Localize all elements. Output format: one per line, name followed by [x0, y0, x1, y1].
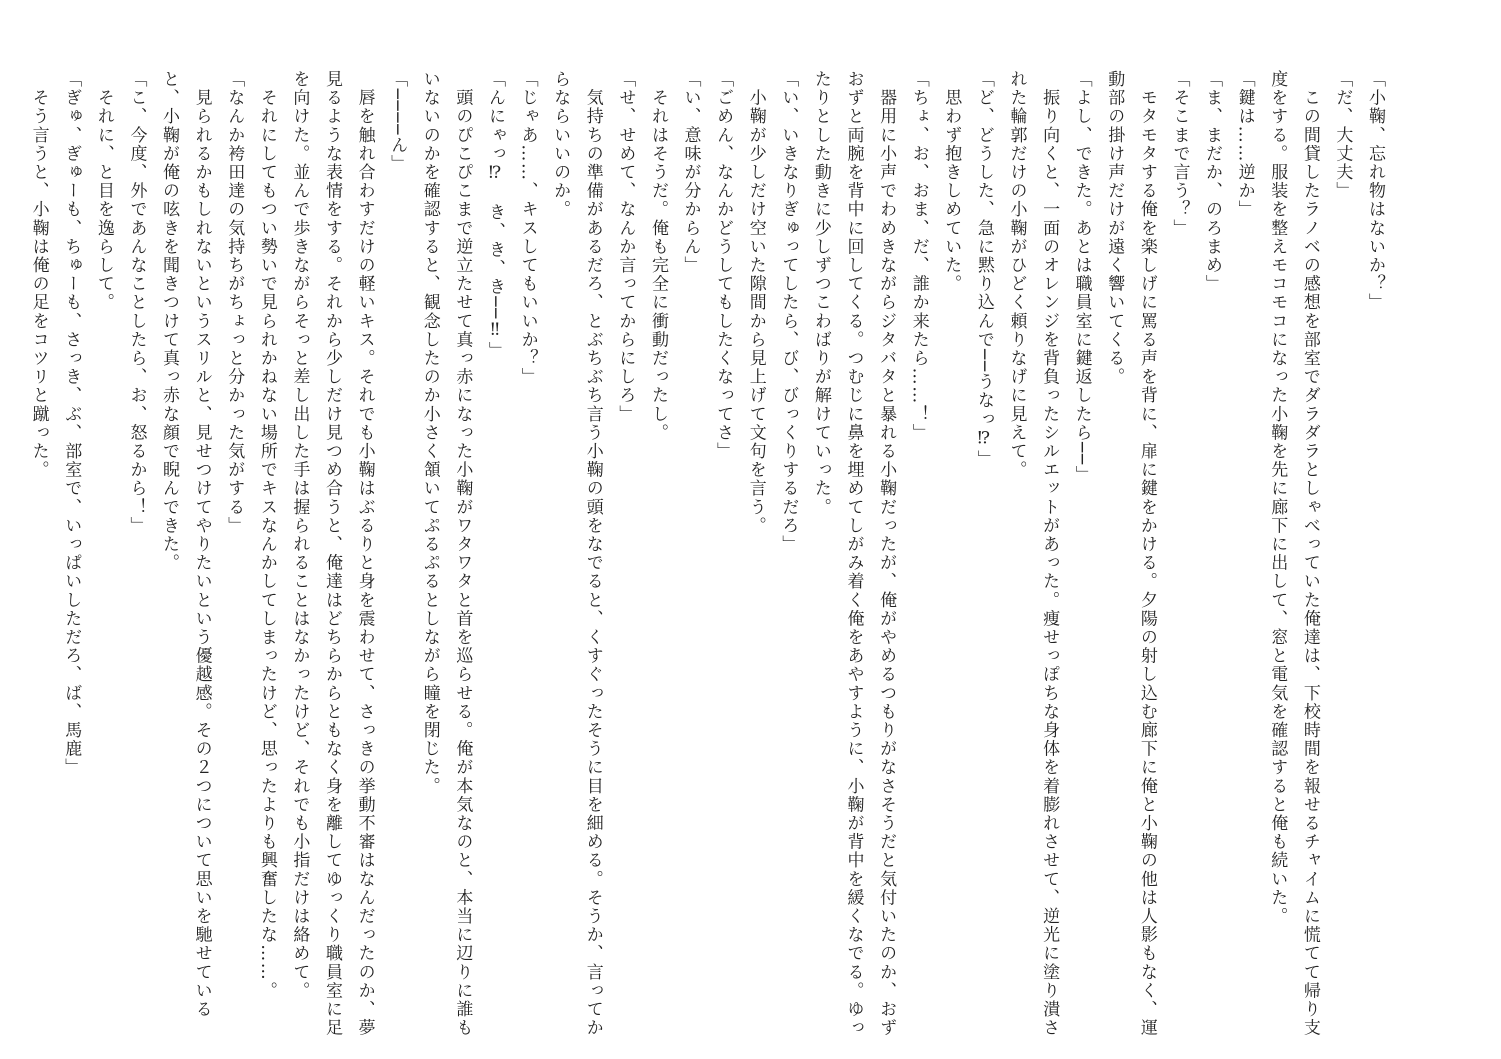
text-line: 「ぎゅ、ぎゅーも、ちゅーも、さっき、ぶ、部室で、いっぱいしただろ、ば、馬鹿」	[61, 70, 82, 777]
text-line: 度をする。服装を整えモコモコになった小鞠を先に廊下に出して、窓と電気を確認すると俺も続いた。	[1267, 70, 1288, 926]
text-line: 「ど、どうした、急に黙り込んで──うなっ⁉」	[973, 70, 994, 469]
text-line: 思わず抱きしめていた。	[941, 70, 962, 294]
vertical-text-body	[28, 70, 1391, 1038]
text-line: 「だ、大丈夫」	[1332, 70, 1353, 201]
text-line: 「────ん」	[387, 70, 408, 174]
text-line: 気持ちの準備があるだろ、とぶちぶち言う小鞠の頭をなでると、くすぐったそうに目を細める。そうか、言ってか	[582, 70, 603, 1038]
text-line: 「鍵は……逆か」	[1234, 70, 1255, 219]
text-line: この間貸したラノベの感想を部室でダラダラとしゃべっていた俺達は、下校時間を報せるチャイムに慌てて帰り支	[1299, 70, 1320, 1038]
text-line: そう言うと、小鞠は俺の足をコツリと蹴った。	[28, 70, 49, 480]
text-line: らならいいのか。	[550, 70, 571, 219]
text-line: 「小鞠、忘れ物はないか？」	[1365, 70, 1385, 312]
text-line: 「なんか袴田達の気持ちがちょっと分かった気がする」	[224, 70, 245, 535]
text-line: 「せ、せめて、なんか言ってからにしろ」	[615, 70, 636, 424]
text-line: 「ごめん、なんかどうしてもしたくなってさ」	[713, 70, 734, 461]
text-line: 頭のぴこぴこまで逆立たせて真っ赤になった小鞠がワタワタと首を巡らせる。俺が本気なのと、本当に辺りに誰も	[452, 70, 473, 1038]
text-line: 振り向くと、一面のオレンジを背負ったシルエットがあった。痩せっぽちな身体を着膨れさせて、逆光に塗り潰さ	[1039, 70, 1060, 1038]
text-line: 見るような表情をする。それから少しだけ見つめ合うと、俺達はどちらからともなく身を離してゆっくり職員室に足	[322, 70, 342, 1038]
text-line: 「そこまで言う？」	[1169, 70, 1190, 238]
text-line: 「じゃあ……、キスしてもいいか？」	[517, 70, 538, 387]
text-line: 「よし、できた。あとは職員室に鍵返したら──」	[1071, 70, 1092, 485]
text-line: 「い、意味が分からん」	[680, 70, 701, 275]
text-line: を向けた。並んで歩きながらそっと差し出した手は握られることはなかったけど、それでも小指だけは絡めて。	[289, 70, 310, 1000]
text-line: いないのかを確認すると、観念したのか小さく頷いてぷるぷるとしながら瞳を閉じた。	[419, 70, 440, 796]
text-line: モタモタする俺を楽しげに罵る声を背に、扉に鍵をかける。夕陽の射し込む廊下に俺と小鞠の他は人影もなく、運	[1136, 70, 1157, 1038]
text-line: 小鞠が少しだけ空いた隙間から見上げて文句を言う。	[745, 70, 766, 535]
text-line: と、小鞠が俺の呟きを聞きつけて真っ赤な顔で睨んできた。	[159, 70, 180, 573]
text-line: 「い、いきなりぎゅってしたら、び、びっくりするだろ」	[778, 70, 799, 554]
text-line: おずと両腕を背中に回してくる。つむじに鼻を埋めてしがみ着く俺をあやすように、小鞠が背中を緩くなでる。ゆっ	[843, 70, 864, 1038]
text-line: それにしてもつい勢いで見られかねない場所でキスなんかしてしまったけど、思ったよりも興奮したな……。	[256, 70, 277, 1000]
text-line: 器用に小声でわめきながらジタバタと暴れる小鞠だったが、俺がやめるつもりがなさそうだと気付いたのか、おず	[876, 70, 897, 1038]
text-line: 「んにゃっ⁉ き、き、き──‼」	[484, 70, 505, 361]
text-line: たりとした動きに少しずつこわばりが解けていった。	[810, 70, 831, 517]
text-line: 動部の掛け声だけが遠く響いてくる。	[1104, 70, 1125, 387]
text-line: 見られるかもしれないというスリルと、見せつけてやりたいという優越感。その２つについて思いを馳せている	[191, 70, 212, 1019]
text-line: 「ま、まだか、のろまめ」	[1202, 70, 1223, 294]
text-line: 「こ、今度、外であんなことしたら、お、怒るから！」	[126, 70, 147, 535]
text-line: それに、と目を逸らして。	[93, 70, 114, 312]
text-line: れた輪郭だけの小鞠がひどく頼りなげに見えて。	[1006, 70, 1027, 480]
text-line: それはそうだ。俺も完全に衝動だったし。	[647, 70, 668, 442]
text-line: 「ちょ、お、おま、だ、誰か来たら……！」	[908, 70, 929, 442]
text-line: 唇を触れ合わすだけの軽いキス。それでも小鞠はぶるりと身を震わせて、さっきの挙動不審はなんだったのか、夢	[354, 70, 375, 1038]
